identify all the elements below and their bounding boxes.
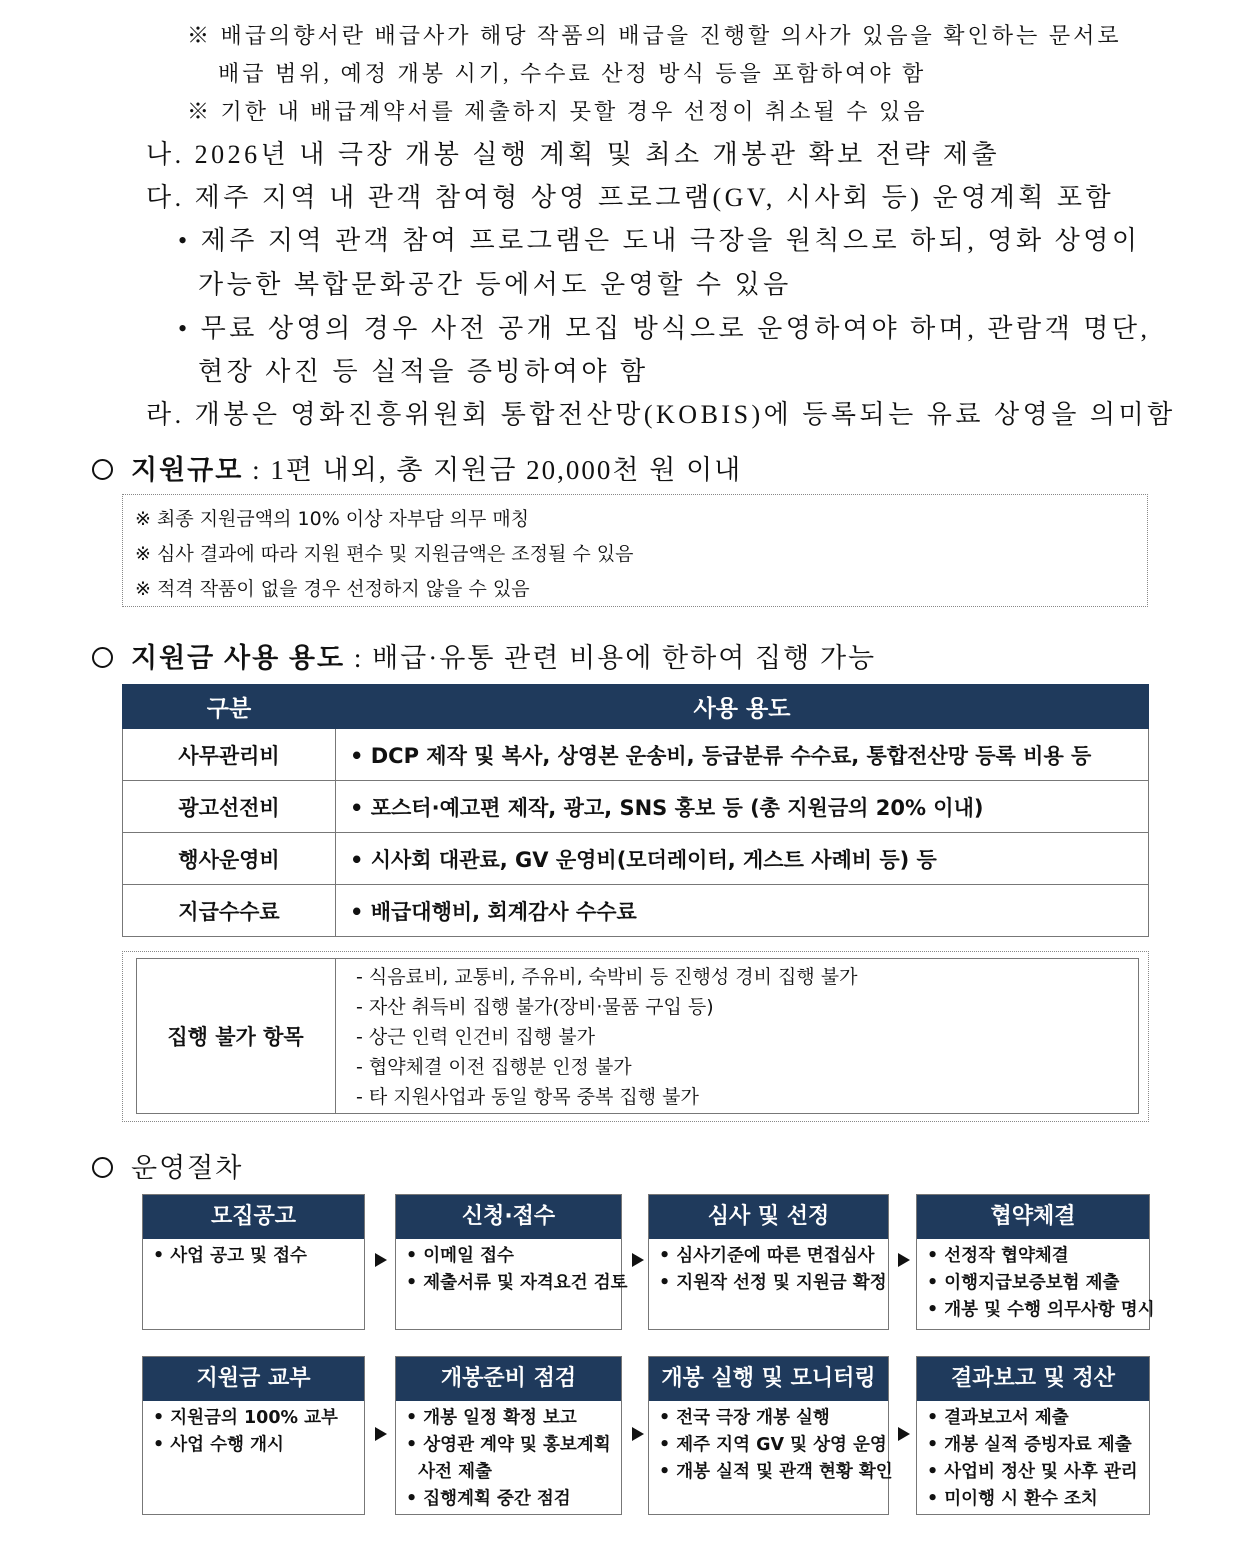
step-result-settlement [916, 1356, 1150, 1515]
step-grant-payment [142, 1356, 365, 1515]
step-line: • 선정작 협약체결 [927, 1246, 1069, 1266]
step-line: • 제주 지역 GV 및 상영 운영 [659, 1435, 887, 1455]
item-da-bullet-1-cont: 가능한 복합문화공간 등에서도 운영할 수 있음 [198, 270, 792, 299]
item-da: 다. 제주 지역 내 관객 참여형 상영 프로그램(GV, 시사회 등) 운영계획 포함 [146, 183, 1115, 212]
step-line: • 심사기준에 따른 면접심사 [659, 1246, 875, 1266]
section-support-scale [92, 448, 742, 487]
support-scale-text: : 1편 내외, 총 지원금 20,000천 원 이내 [243, 455, 743, 485]
step-line: • 미이행 시 환수 조치 [927, 1489, 1098, 1509]
step-title: 지원금 교부 [143, 1357, 364, 1401]
list-item: - 식음료비, 교통비, 주유비, 숙박비 등 진행성 경비 집행 불가 [356, 966, 858, 988]
circle-bullet-icon [92, 459, 113, 480]
step-line: 사전 제출 [406, 1462, 492, 1482]
step-line: • 개봉 실적 및 관객 현황 확인 [659, 1462, 893, 1482]
circle-bullet-icon [92, 1157, 113, 1178]
step-recruitment [142, 1194, 365, 1330]
step-line: • 전국 극장 개봉 실행 [659, 1408, 830, 1428]
support-scale-notes [122, 494, 1148, 607]
scale-note-3: ※ 적격 작품이 없을 경우 선정하지 않을 수 있음 [135, 578, 530, 600]
section-procedure [92, 1146, 243, 1185]
table-row [123, 885, 1149, 937]
row-desc: • 시사회 대관료, GV 운영비(모더레이터, 게스트 사례비 등) 등 [336, 833, 1149, 885]
list-item: - 자산 취득비 집행 불가(장비·물품 구입 등) [356, 996, 714, 1018]
header-category: 구분 [123, 685, 336, 729]
list-item: - 협약체결 이전 집행분 인정 불가 [356, 1056, 632, 1078]
procedure-heading: 운영절차 [131, 1153, 244, 1183]
step-review [648, 1194, 889, 1330]
exclusion-list [356, 962, 857, 1112]
step-line: • 개봉 실적 증빙자료 제출 [927, 1435, 1132, 1455]
step-title: 개봉 실행 및 모니터링 [649, 1357, 888, 1401]
row-category: 광고선전비 [123, 781, 336, 833]
step-line: • 지원작 선정 및 지원금 확정 [659, 1273, 887, 1293]
step-title: 결과보고 및 정산 [917, 1357, 1149, 1401]
step-line: • 결과보고서 제출 [927, 1408, 1069, 1428]
scale-note-1: ※ 최종 지원금액의 10% 이상 자부담 의무 매칭 [135, 508, 530, 530]
step-line: • 제출서류 및 자격요건 검토 [406, 1273, 628, 1293]
item-da-bullet-2: • 무료 상영의 경우 사전 공개 모집 방식으로 운영하여야 하며, 관람객 명단, [178, 314, 1151, 343]
row-desc: • DCP 제작 및 복사, 상영본 운송비, 등급분류 수수료, 통합전산망 등록 비용 등 [336, 729, 1149, 781]
step-release-monitoring [648, 1356, 893, 1515]
row-category: 지급수수료 [123, 885, 336, 937]
section-usage [92, 636, 876, 675]
arrow-right-icon [375, 1253, 387, 1267]
arrow-right-icon [898, 1253, 910, 1267]
row-category: 행사운영비 [123, 833, 336, 885]
step-agreement [916, 1194, 1155, 1330]
arrow-right-icon [375, 1427, 387, 1441]
step-line: • 사업비 정산 및 사후 관리 [927, 1462, 1138, 1482]
table-row [123, 729, 1149, 781]
row-desc: • 포스터·예고편 제작, 광고, SNS 홍보 등 (총 지원금의 20% 이내) [336, 781, 1149, 833]
row-desc: • 배급대행비, 회계감사 수수료 [336, 885, 1149, 937]
step-line: • 상영관 계약 및 홍보계획 [406, 1435, 611, 1455]
usage-text: : 배급·유통 관련 비용에 한하여 집행 가능 [345, 643, 877, 673]
step-application [395, 1194, 628, 1330]
note-distribution-intent-cont: 배급 범위, 예정 개봉 시기, 수수료 산정 방식 등을 포함하여야 함 [218, 61, 927, 86]
item-da-bullet-2-cont: 현장 사진 등 실적을 증빙하여야 함 [198, 357, 649, 386]
step-line: • 이메일 접수 [406, 1246, 514, 1266]
usage-table-header [123, 685, 1149, 729]
step-title: 신청·접수 [396, 1195, 621, 1239]
table-row [123, 833, 1149, 885]
step-line: • 개봉 및 수행 의무사항 명시 [927, 1300, 1155, 1320]
usage-table [122, 684, 1149, 937]
step-title: 모집공고 [143, 1195, 364, 1239]
row-category: 사무관리비 [123, 729, 336, 781]
usage-heading: 지원금 사용 용도 [131, 643, 346, 673]
step-line: • 사업 수행 개시 [153, 1435, 284, 1455]
note-distribution-intent: ※ 배급의향서란 배급사가 해당 작품의 배급을 진행할 의사가 있음을 확인하는 문서로 [187, 23, 1122, 48]
list-item: - 타 지원사업과 동일 항목 중복 집행 불가 [356, 1086, 699, 1108]
item-na: 나. 2026년 내 극장 개봉 실행 계획 및 최소 개봉관 확보 전략 제출 [146, 140, 1001, 169]
step-line: • 집행계획 중간 점검 [406, 1489, 571, 1509]
step-line: • 사업 공고 및 접수 [153, 1246, 307, 1266]
exclusion-label: 집행 불가 항목 [136, 958, 336, 1114]
note-contract-deadline: ※ 기한 내 배급계약서를 제출하지 못할 경우 선정이 취소될 수 있음 [187, 99, 928, 124]
item-da-bullet-1: • 제주 지역 관객 참여 프로그램은 도내 극장을 원칙으로 하되, 영화 상영이 [178, 226, 1141, 255]
step-title: 심사 및 선정 [649, 1195, 888, 1239]
list-item: - 상근 인력 인건비 집행 불가 [356, 1026, 595, 1048]
arrow-right-icon [632, 1427, 644, 1441]
step-line: • 이행지급보증보험 제출 [927, 1273, 1120, 1293]
item-ra: 라. 개봉은 영화진흥위원회 통합전산망(KOBIS)에 등록되는 유료 상영을 의미함 [146, 400, 1176, 429]
support-scale-heading: 지원규모 [131, 455, 244, 485]
header-usage: 사용 용도 [336, 685, 1149, 729]
scale-note-2: ※ 심사 결과에 따라 지원 편수 및 지원금액은 조정될 수 있음 [135, 543, 634, 565]
table-row [123, 781, 1149, 833]
step-line: • 개봉 일정 확정 보고 [406, 1408, 577, 1428]
step-release-prep [395, 1356, 622, 1515]
arrow-right-icon [632, 1253, 644, 1267]
step-line: • 지원금의 100% 교부 [153, 1408, 338, 1428]
circle-bullet-icon [92, 647, 113, 668]
step-title: 개봉준비 점검 [396, 1357, 621, 1401]
step-title: 협약체결 [917, 1195, 1149, 1239]
arrow-right-icon [898, 1427, 910, 1441]
